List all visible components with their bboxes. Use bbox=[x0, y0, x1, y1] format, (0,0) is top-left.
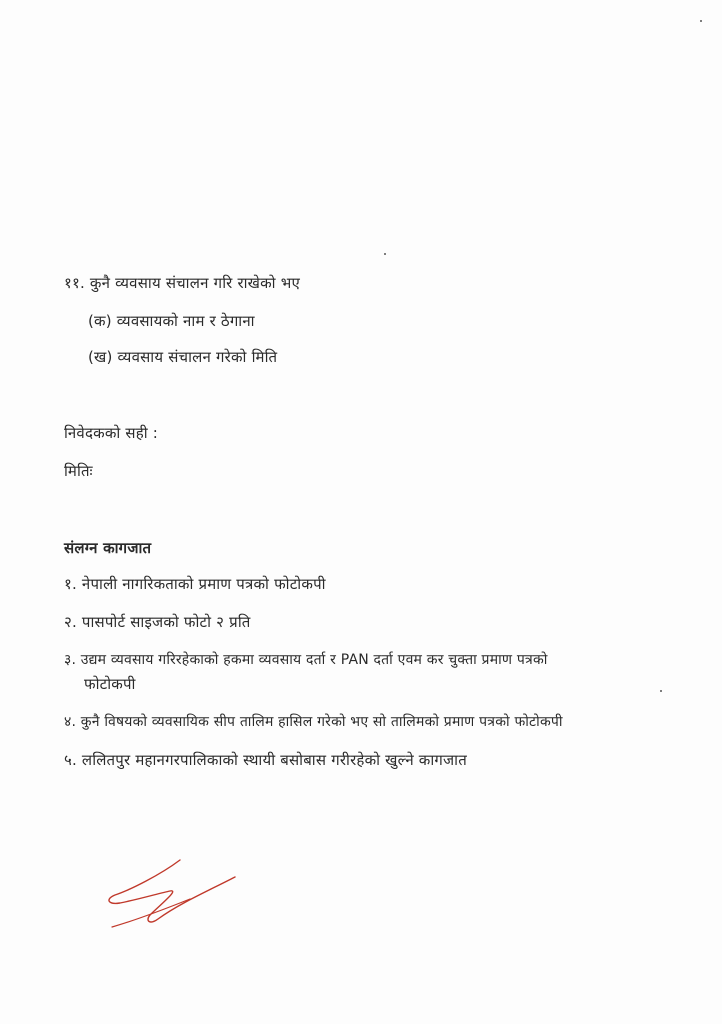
attachments-heading: संलग्न कागजात bbox=[64, 539, 152, 557]
scan-speck bbox=[384, 253, 386, 255]
attachment-item: ४. कुनै विषयको व्यवसायिक सीप तालिम हासिल गरेको भए सो तालिमको प्रमाण पत्रको फोटोकपी bbox=[64, 714, 563, 730]
attachment-item: २. पासपोर्ट साइजको फोटो २ प्रति bbox=[64, 613, 251, 631]
date-label: मितिः bbox=[64, 462, 93, 480]
applicant-signature-label: निवेदकको सही : bbox=[64, 424, 159, 442]
attachment-item-continuation: फोटोकपी bbox=[84, 675, 136, 693]
business-start-date-label: (ख) व्यवसाय संचालन गरेको मिति bbox=[88, 348, 278, 366]
business-name-address-label: (क) व्यवसायको नाम र ठेगाना bbox=[88, 312, 255, 330]
signature-stroke bbox=[112, 899, 190, 927]
section-11-title: ११. कुनै व्यवसाय संचालन गरि राखेको भए bbox=[64, 274, 300, 292]
scan-speck bbox=[660, 690, 662, 692]
handwritten-signature bbox=[100, 855, 250, 935]
attachment-item: ३. उद्यम व्यवसाय गरिरहेकाको हकमा व्यवसाय दर्ता र PAN दर्ता एवम कर चुक्ता प्रमाण पत्रको bbox=[64, 652, 548, 668]
scan-speck bbox=[700, 20, 702, 22]
signature-stroke bbox=[109, 860, 235, 922]
attachment-item: ५. ललितपुर महानगरपालिकाको स्थायी बसोबास गरीरहेको खुल्ने कागजात bbox=[64, 751, 468, 769]
attachment-item: १. नेपाली नागरिकताको प्रमाण पत्रको फोटोकपी bbox=[64, 575, 326, 593]
